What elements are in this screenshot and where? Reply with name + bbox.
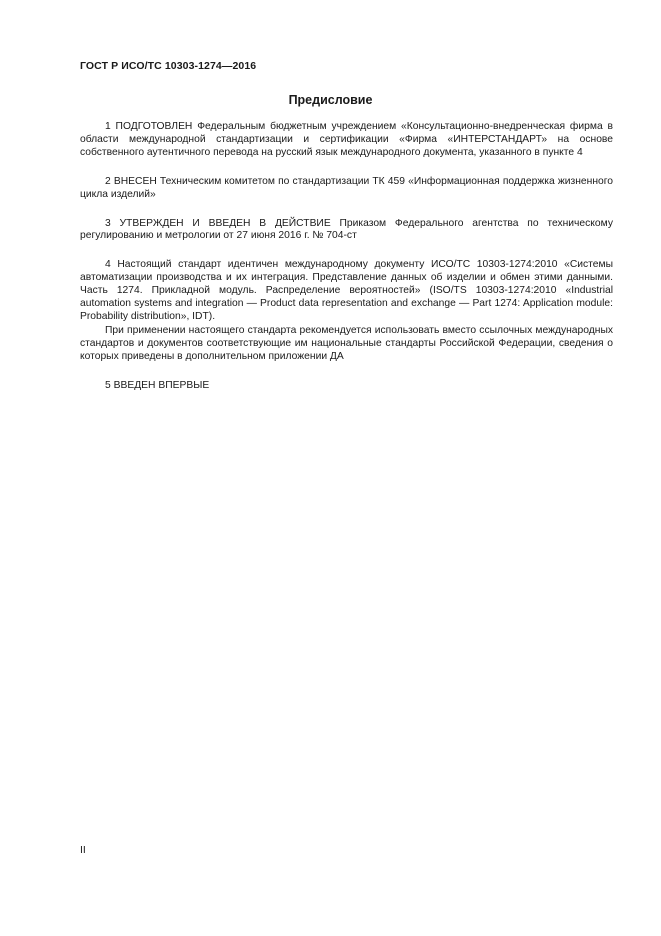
paragraph-application-note: При применении настоящего стандарта рекомендуется использовать вместо ссылочных международных стандартов и документов соответствующие им национальные стандарты Российской Федерации, сведения о которых приведены в дополнительном приложении ДА xyxy=(80,324,613,362)
paragraph-first-introduced: 5 ВВЕДЕН ВПЕРВЫЕ xyxy=(105,379,210,391)
page-number: II xyxy=(80,844,86,856)
document-standard-code: ГОСТ Р ИСО/ТС 10303-1274—2016 xyxy=(80,60,257,72)
paragraph-prepared: 1 ПОДГОТОВЛЕН Федеральным бюджетным учреждением «Консультационно-внедренческая фирма в области международной стандартизации и сертификации «Фирма «ИНТЕРСТАНДАРТ» на основе собственного аутентичного перевода на русский язык международного документа, указанного в пункте 4 xyxy=(80,121,613,158)
paragraph-introduced: 2 ВНЕСЕН Техническим комитетом по стандартизации ТК 459 «Информационная поддержка жизненного цикла изделий» xyxy=(80,175,613,200)
page-title: Предисловие xyxy=(288,93,373,107)
paragraph-identical-standard: 4 Настоящий стандарт идентичен международному документу ИСО/ТС 10303-1274:2010 «Системы автоматизации производства и их интеграция. Представление данных об изделии и обмен этими данными. Часть 1274. Прикладной модуль. Распределение вероятностей» (ISO/TS 10303-1274:2010 «Industrial automation systems and integration — Product data representation and exchange — Part 1274: Application module: Probability distribution», IDT). xyxy=(80,259,613,322)
document-body xyxy=(80,121,613,409)
paragraph-approved: 3 УТВЕРЖДЕН И ВВЕДЕН В ДЕЙСТВИЕ Приказом Федерального агентства по техническому регулированию и метрологии от 27 июня 2016 г. № 704-ст xyxy=(80,217,613,242)
